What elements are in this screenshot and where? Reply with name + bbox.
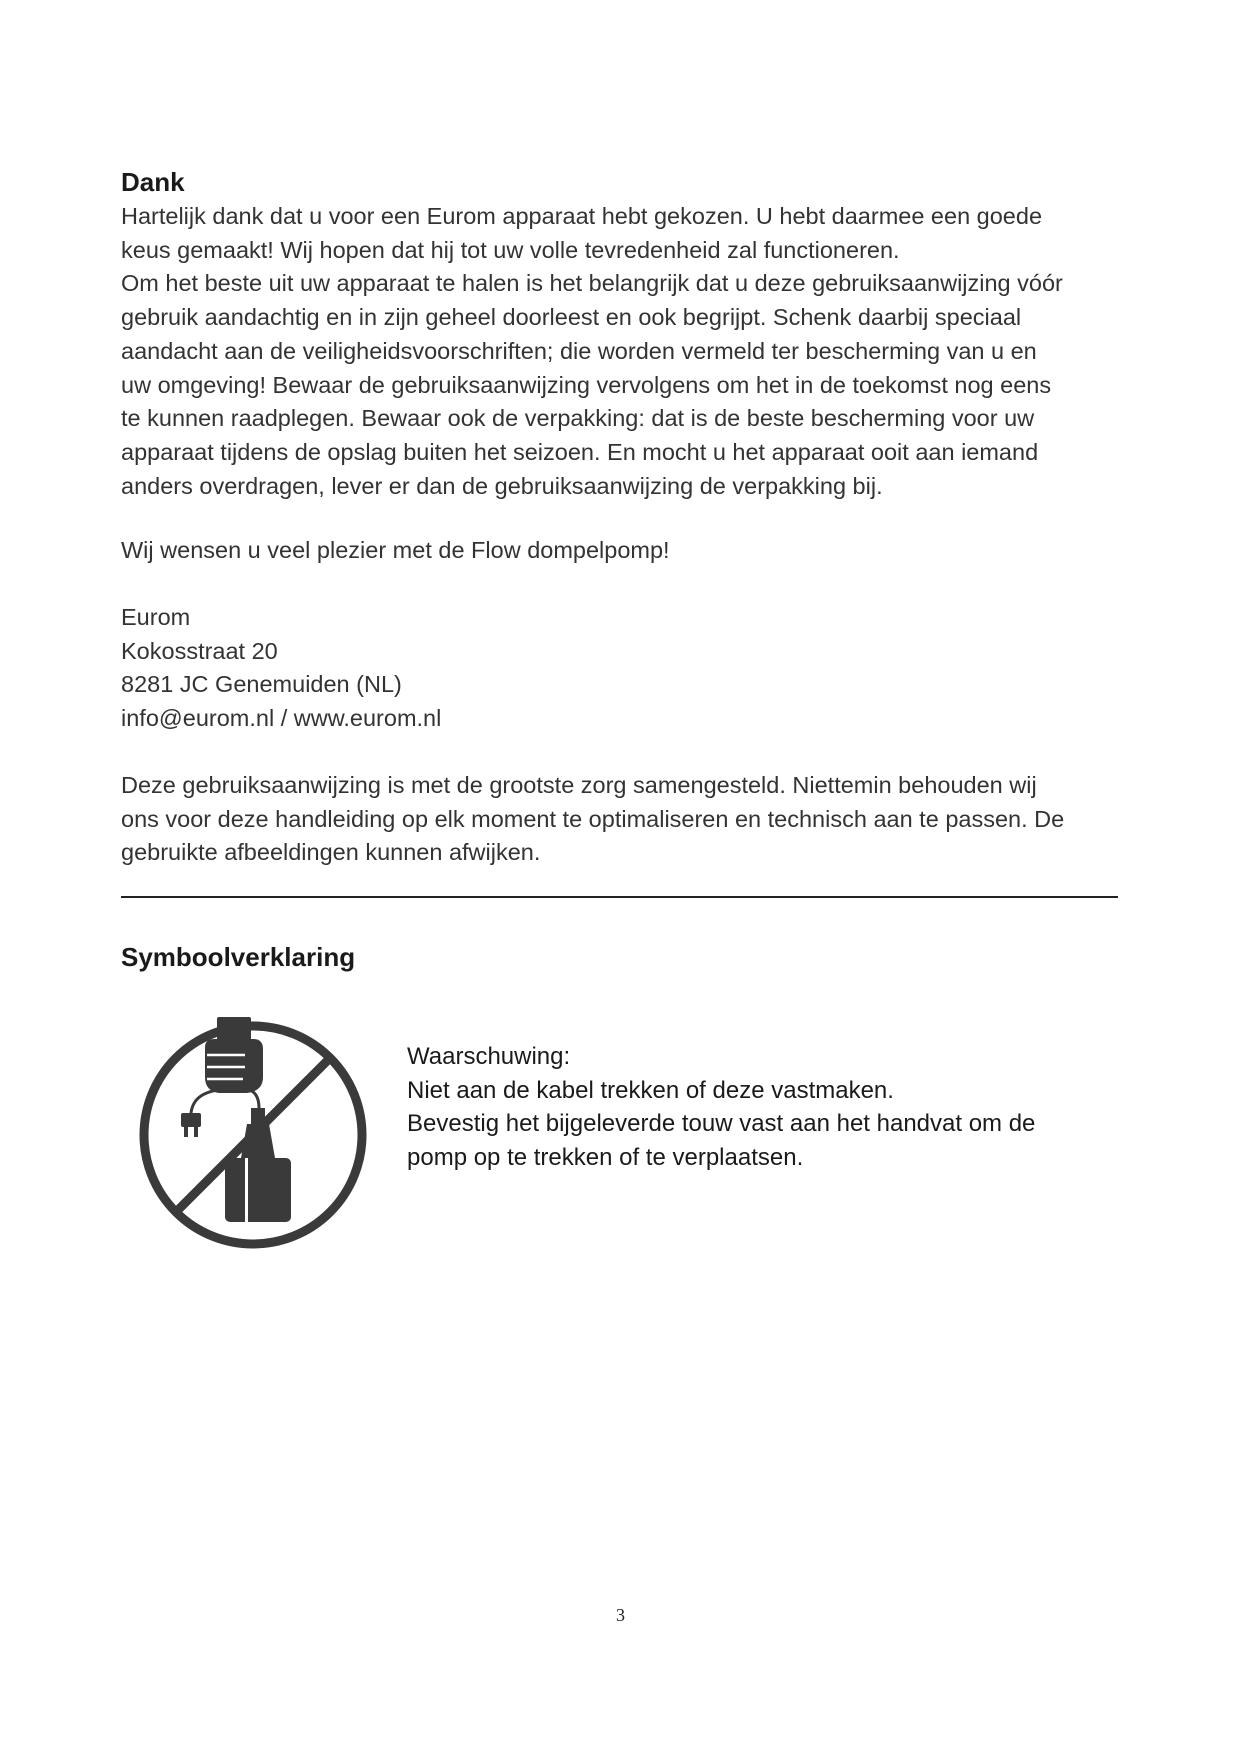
disclaimer-line: gebruikte afbeeldingen kunnen afwijken. (121, 839, 541, 866)
warning-line: Bevestig het bijgeleverde touw vast aan het handvat om de (407, 1110, 1036, 1138)
symbol-description (407, 1040, 1107, 1175)
disclaimer-paragraph (121, 769, 1131, 870)
intro-line: aandacht aan de veiligheidsvoorschriften; die worden vermeld ter bescherming van u en (121, 337, 1037, 364)
intro-line: uw omgeving! Bewaar de gebruiksaanwijzing vervolgens om het in de toekomst nog eens (121, 371, 1052, 398)
intro-paragraph (121, 200, 1131, 503)
section-heading-dank: Dank (121, 167, 185, 197)
disclaimer-line: ons voor deze handleiding op elk moment te optimaliseren en technisch aan te passen. De (121, 805, 1065, 832)
wish-paragraph (121, 534, 1131, 568)
section-divider (121, 896, 1118, 898)
no-pulling-cable-icon (135, 1017, 371, 1253)
intro-line: anders overdragen, lever er dan de gebruiksaanwijzing de verpakking bij. (121, 472, 883, 499)
intro-line: te kunnen raadplegen. Bewaar ook de verpakking: dat is de beste bescherming voor uw (121, 405, 1035, 432)
company-name: Eurom (121, 604, 191, 630)
intro-line: gebruik aandachtig en in zijn geheel doorleest en ook begrijpt. Schenk daarbij speciaal (121, 304, 1022, 331)
warning-label: Waarschuwing: (407, 1043, 571, 1070)
page-number: 3 (616, 1605, 625, 1625)
intro-line: apparaat tijdens de opslag buiten het seizoen. En mocht u het apparaat ooit aan iemand (121, 438, 1039, 465)
disclaimer-line: Deze gebruiksaanwijzing is met de grootste zorg samengesteld. Niettemin behouden wij (121, 772, 1037, 798)
contact-info: info@eurom.nl / www.eurom.nl (121, 705, 442, 732)
street-address: Kokosstraat 20 (121, 637, 278, 664)
wish-line: Wij wensen u veel plezier met de Flow dompelpomp! (121, 537, 670, 563)
city-address: 8281 JC Genemuiden (NL) (121, 671, 402, 698)
warning-line: Niet aan de kabel trekken of deze vastmaken. (407, 1076, 894, 1104)
intro-line: keus gemaakt! Wij hopen dat hij tot uw volle tevredenheid zal functioneren. (121, 236, 900, 263)
warning-line: pomp op te trekken of te verplaatsen. (407, 1144, 804, 1172)
plug-icon (181, 1113, 201, 1137)
address-block (121, 601, 1131, 736)
intro-line: Hartelijk dank dat u voor een Eurom apparaat hebt gekozen. U hebt daarmee een goede (121, 203, 1043, 229)
intro-line: Om het beste uit uw apparaat te halen is het belangrijk dat u deze gebruiksaanwijzing vóór (121, 270, 1063, 297)
section-heading-symbols: Symboolverklaring (121, 942, 356, 972)
